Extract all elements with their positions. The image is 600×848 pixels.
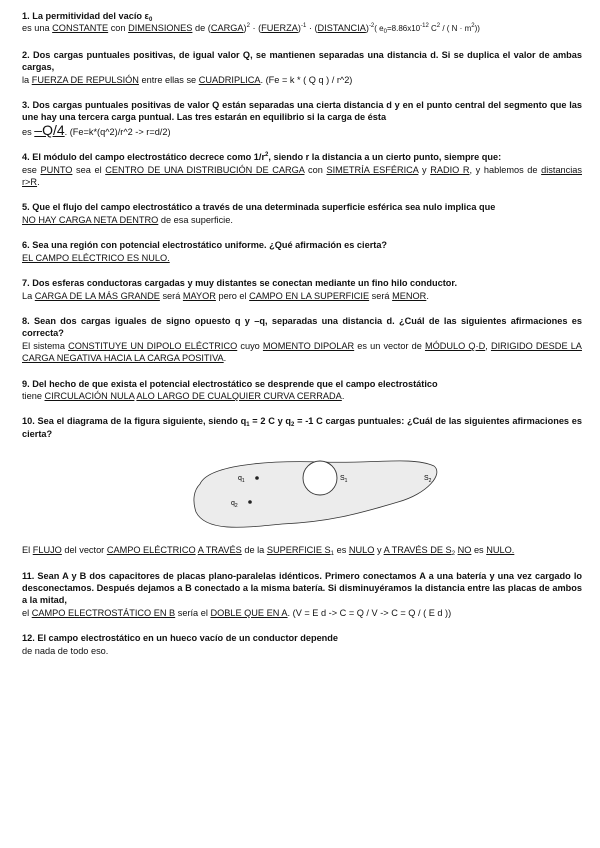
question-8-title: 8. Sean dos cargas iguales de signo opuesto q y –q, separadas una distancia d. ¿Cuál de las siguientes afirmaciones es correcta? <box>22 315 582 339</box>
question-10-answer: El FLUJO del vector CAMPO ELÉCTRICO A TRAVÉS de la SUPERFICIE $S_1$ es NULO y A TRAVÉS DE $S_2$ NO es NULO. <box>22 545 515 558</box>
question-5 <box>22 201 582 226</box>
question-10-title: 10. Sea el diagrama de la figura siguiente, siendo $q_1 = 2$ C y $q_2 = -1$ C cargas puntuales: ¿Cuál de las siguientes afirmaciones es cierta? <box>22 416 582 439</box>
charge-q2-dot <box>248 500 252 504</box>
question-12-title: 12. El campo electrostático en un hueco vacío de un conductor depende <box>22 633 339 644</box>
question-4-answer: ese PUNTO sea el CENTRO DE UNA DISTRIBUCIÓN DE CARGA con SIMETRÍA ESFÉRICA y RADIO R, y hablemos de distancias r>R. <box>22 164 582 188</box>
question-6-title: 6. Sea una región con potencial electrostático uniforme. ¿Qué afirmación es cierta? <box>22 240 388 251</box>
question-9-answer: tiene CIRCULACIÓN NULA ALO LARGO DE CUALQUIER CURVA CERRADA. <box>22 390 345 401</box>
question-11-title: 11. Sean A y B dos capacitores de placas plano-paralelas idénticos. Primero conectamos A a una batería y una vez cargado lo desconectamos. Después dejamos a B conectado a la misma batería. Si disminuyéramos la distancia entre las placas de ambos a la mitad, <box>22 570 582 606</box>
question-7-title: 7. Dos esferas conductoras cargadas y muy distantes se conectan mediante un fino hilo conductor. <box>22 278 457 289</box>
question-5-title: 5. Que el flujo del campo electrostático a través de una determinada superficie esférica sea nulo implica que <box>22 202 496 213</box>
question-2-title: 2. Dos cargas puntuales positivas, de igual valor Q, se mantienen separadas una distancia d. Si se duplica el valor de ambas cargas, <box>22 49 582 73</box>
question-8 <box>22 315 582 365</box>
question-12 <box>22 632 582 657</box>
question-7 <box>22 277 582 302</box>
question-3 <box>22 99 582 138</box>
question-8-answer: El sistema CONSTITUYE UN DIPOLO ELÉCTRICO cuyo MOMENTO DIPOLAR es un vector de MÓDULO Q·D, DIRIGIDO DESDE LA CARGA NEGATIVA HACIA LA CARGA POSITIVA. <box>22 340 582 364</box>
charge-diagram-svg <box>172 442 452 538</box>
q1-label: $q_1$ <box>238 475 245 485</box>
charge-diagram <box>22 442 582 538</box>
question-4 <box>22 151 582 188</box>
question-3-title: 3. Dos cargas puntuales positivas de valor Q están separadas una cierta distancia d y en el punto central del segmento que las une hay una tercera carga puntual. Las tres estarán en equilibrio si la carga de ésta <box>22 100 582 123</box>
document-page <box>22 10 582 670</box>
question-5-answer: NO HAY CARGA NETA DENTRO de esa superficie. <box>22 214 233 225</box>
q2-label: $q_2$ <box>231 500 238 510</box>
question-2-answer: la FUERZA DE REPULSIÓN entre ellas se CUADRIPLICA. (Fe = k * ( Q q ) / r^2) <box>22 74 353 85</box>
question-4-title: 4. El módulo del campo electrostático decrece como $1/r^2$, siendo r la distancia a un cierto punto, siempre que: <box>22 152 502 163</box>
question-7-answer: La CARGA DE LA MÁS GRANDE será MAYOR pero el CAMPO EN LA SUPERFICIE será MENOR. <box>22 290 429 301</box>
surface-s1-circle <box>303 461 337 495</box>
question-1 <box>22 10 582 36</box>
question-6-answer: EL CAMPO ELÉCTRICO ES NULO. <box>22 252 170 263</box>
question-12-answer: de nada de todo eso. <box>22 645 109 656</box>
question-10 <box>22 415 582 556</box>
s1-label: $S_1$ <box>340 475 348 485</box>
question-9 <box>22 378 582 403</box>
question-1-title: 1. La permitividad del vacío $\varepsilon_0$ <box>22 11 153 23</box>
question-9-title: 9. Del hecho de que exista el potencial electrostático se desprende que el campo electrostático <box>22 378 438 389</box>
question-3-answer: es –Q/4. (Fe=k*(q^2)/r^2 -> r=d/2) <box>22 121 171 138</box>
question-2 <box>22 49 582 86</box>
charge-q1-dot <box>255 476 259 480</box>
question-6 <box>22 239 582 264</box>
question-1-answer: es una CONSTANTE con DIMENSIONES de (CARGA)$^2$ · (FUERZA)$^{-1}$ · (DISTANCIA)$^{-2}$( $e_0=8.86x10^{-12}$ $C^2$ / ( $N \cdot m^2$)) <box>22 23 480 36</box>
s2-label: $S_2$ <box>424 475 432 485</box>
question-11-answer: el CAMPO ELECTROSTÁTICO EN B sería el DOBLE QUE EN A. (V = E d -> C = Q / V -> C = Q / ( E d )) <box>22 607 452 618</box>
question-11 <box>22 570 582 620</box>
